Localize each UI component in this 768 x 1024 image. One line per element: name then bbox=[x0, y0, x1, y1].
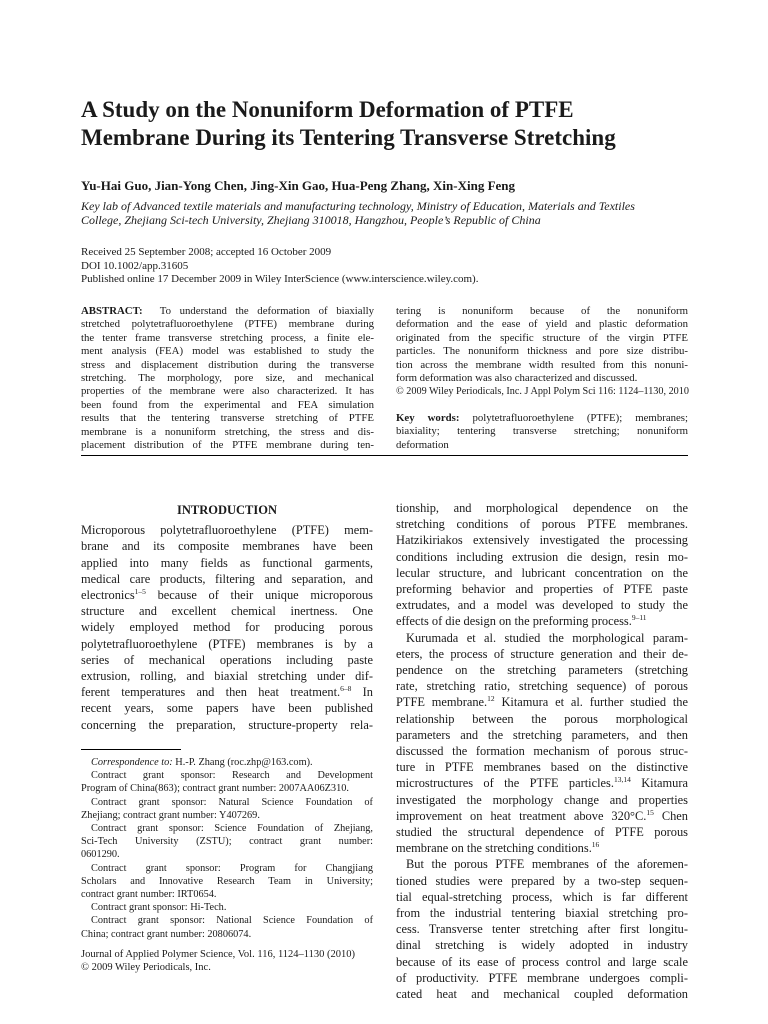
citation-ref: 9–11 bbox=[631, 613, 647, 623]
footnote-line: Contract grant sponsor: Research and Development bbox=[91, 770, 373, 782]
body-line: electronics$^{1-5}$ because of their unique microporous bbox=[81, 587, 373, 603]
footnote-line: 0601290. bbox=[81, 849, 120, 861]
footnote-line: Zhejiang; contract grant number: Y407269. bbox=[81, 809, 260, 821]
abstract-line: membrane is a nonuniform stretching, the stress and dis- bbox=[81, 425, 374, 438]
body-line: lecular structure, and lubricant concentration on the bbox=[396, 565, 688, 580]
section-divider bbox=[81, 455, 688, 456]
body-line: preforming behavior and properties of PTFE paste bbox=[396, 582, 688, 597]
body-line: membrane on the stretching conditions.$^{16}$ bbox=[396, 840, 600, 856]
body-line: tial equal-stretching process, which is far different bbox=[396, 889, 688, 904]
footnote-line: Program of China(863); contract grant number: 2007AA06Z310. bbox=[81, 783, 349, 795]
abstract-line: form deformation was also characterized and discussed. bbox=[396, 372, 638, 385]
paper-title bbox=[81, 96, 701, 152]
citation-ref: 12 bbox=[487, 694, 495, 704]
body-line: effects of die design on the preforming process.$^{9-11}$ bbox=[396, 613, 647, 629]
abstract-line: the tenter frame transverse stretching process, a finite ele- bbox=[81, 331, 374, 344]
abstract-left-column bbox=[81, 305, 374, 452]
body-line: widely employed method for producing porous bbox=[81, 620, 373, 635]
correspondence-note: Correspondence to: H.-P. Zhang (roc.zhp@163.com). bbox=[91, 757, 313, 768]
abstract-right-column bbox=[396, 305, 688, 452]
abstract-line: ment analysis (FEA) model was established to study the bbox=[81, 345, 374, 358]
body-line: stretching conditions of porous PTFE membranes. bbox=[396, 517, 688, 532]
body-line: investigated the morphology change and properties bbox=[396, 792, 688, 807]
body-line: Kurumada et al. studied the morphological param- bbox=[406, 630, 688, 645]
body-line: rate, stretching ratio, stretching sequence) of porous bbox=[396, 679, 688, 694]
body-line: Microporous polytetrafluoroethylene (PTFE) mem- bbox=[81, 523, 373, 538]
body-line: Hatzikiriakos extensively investigated the processing bbox=[396, 533, 688, 548]
abstract-line: ABSTRACT: To understand the deformation of biaxially bbox=[81, 305, 375, 317]
body-line: tioned studies were prepared by a two-step sequen- bbox=[396, 873, 688, 888]
affiliation-line-1: Key lab of Advanced textile materials and manufacturing technology, Ministry of Education, Materials and Textiles bbox=[81, 199, 635, 213]
journal-citation bbox=[81, 948, 381, 974]
citation-ref: 13,14 bbox=[613, 775, 631, 785]
journal-copyright: © 2009 Wiley Periodicals, Inc. bbox=[81, 962, 211, 973]
body-line: medical care products, filtering and separation, and bbox=[81, 571, 373, 586]
abstract-line: properties of the membrane were also characterized. It has bbox=[81, 385, 374, 398]
affiliation-line-2: College, Zhejiang Sci-tech University, Zhejiang 310018, Hangzhou, People’s Republic of China bbox=[81, 213, 541, 227]
citation-ref: 6–8 bbox=[340, 684, 352, 694]
citation-ref: 15 bbox=[646, 807, 654, 817]
abstract-line: originated from the specific structure of the virgin PTFE bbox=[396, 331, 688, 344]
keywords-label: Key words: bbox=[396, 411, 460, 424]
body-line: series of mechanical operations including paste bbox=[81, 652, 373, 667]
body-line: extrusion, rolling, and biaxial stretching under dif- bbox=[81, 669, 373, 684]
footnote-line: Sci-Tech University (ZSTU); contract grant number: bbox=[81, 836, 373, 848]
keywords-line: deformation bbox=[396, 438, 449, 451]
abstract-line: placement distribution of the PTFE membrane during ten- bbox=[81, 439, 374, 452]
correspondence-label: Correspondence to: bbox=[91, 757, 173, 768]
abstract-line: tion across the membrane width resulted from this nonuni- bbox=[396, 358, 688, 371]
footnote-line: Contract grant sponsor: Natural Science Foundation of bbox=[91, 796, 373, 808]
title-line-1: A Study on the Nonuniform Deformation of PTFE bbox=[81, 97, 574, 122]
citation-ref: 16 bbox=[591, 840, 600, 850]
body-line: from the industrial tentering biaxial stretching pro- bbox=[396, 906, 688, 921]
footnote-line: China; contract grant number: 20806074. bbox=[81, 928, 252, 940]
abstract-line: particles. The nonuniform thickness and pore size distribu- bbox=[396, 345, 688, 358]
body-line: concerning the preparation, structure-property rela- bbox=[81, 717, 373, 732]
abstract-line: been found from the experimental and FEA simulation bbox=[81, 398, 374, 411]
body-line: pendence on the stretching parameters (stretching bbox=[396, 663, 688, 678]
abstract-label: ABSTRACT: bbox=[81, 305, 143, 317]
body-line: discussed the formation mechanism of porous struc- bbox=[396, 744, 688, 759]
body-line: conditions including extrusion die design, resin mo- bbox=[396, 549, 688, 564]
keywords-line: Key words: polytetrafluoroethylene (PTFE); membranes; bbox=[396, 411, 689, 424]
body-line: dinal stretching is widely adopted in industry bbox=[396, 938, 688, 953]
citation-ref: 1–5 bbox=[134, 587, 146, 597]
footnote-divider bbox=[81, 749, 181, 750]
body-line: tionship, and morphological dependence on the bbox=[396, 501, 688, 515]
body-line: of productivity. PTFE membrane undergoes compli- bbox=[396, 970, 688, 985]
footnote-line: Contract grant sponsor: Hi-Tech. bbox=[91, 902, 227, 914]
body-line: parameters and the stretching parameters, and then bbox=[396, 727, 688, 742]
footnote-line: Contract grant sponsor: Program for Changjiang bbox=[91, 862, 373, 874]
body-line: cated heat and mechanical coupled deformation bbox=[396, 987, 688, 1002]
body-line: cess. Transverse tenter stretching after first longitu- bbox=[396, 922, 688, 937]
footnote-line: contract grant number: IRT0654. bbox=[81, 889, 217, 901]
body-line: brane and its composite membranes have been bbox=[81, 539, 373, 554]
body-line: because of its ease of process control and large scale bbox=[396, 954, 688, 969]
body-right-column bbox=[396, 500, 688, 1002]
body-line: relationship between the porous morphological bbox=[396, 711, 688, 726]
publication-dates bbox=[81, 246, 701, 287]
abstract-line: deformation and the ease of yield and plastic deformation bbox=[396, 318, 688, 331]
affiliation bbox=[81, 199, 701, 227]
received-date: Received 25 September 2008; accepted 16 October 2009 bbox=[81, 246, 332, 258]
body-line: polytetrafluoroethylene (PTFE) membranes is by a bbox=[81, 636, 373, 651]
body-line: studied the structural dependence of PTFE porous bbox=[396, 825, 688, 840]
footnote-line: Scholars and Innovative Research Team in University; bbox=[81, 875, 373, 887]
copyright-citation: © 2009 Wiley Periodicals, Inc. J Appl Polym Sci 116: 1124–1130, 2010 bbox=[396, 386, 689, 398]
body-line: PTFE membrane.$^{12}$ Kitamura et al. further studied the bbox=[396, 694, 688, 710]
abstract-line: stress and displacement distribution during the transverse bbox=[81, 358, 374, 371]
abstract-line: results that the tentering transverse stretching of PTFE bbox=[81, 412, 374, 425]
author-list: Yu-Hai Guo, Jian-Yong Chen, Jing-Xin Gao, Hua-Peng Zhang, Xin-Xing Feng bbox=[81, 178, 516, 193]
body-line: applied into many fields as functional garments, bbox=[81, 555, 373, 570]
abstract-line: stretched polytetrafluoroethylene (PTFE) membrane during bbox=[81, 318, 374, 331]
footnote-line: Contract grant sponsor: National Science Foundation of bbox=[91, 915, 373, 927]
body-line: improvement on heat treatment above 320°C.$^{15}$ Chen bbox=[396, 807, 688, 823]
body-line: extrudates, and a model was developed to study the bbox=[396, 598, 688, 613]
section-heading-introduction: INTRODUCTION bbox=[176, 503, 277, 517]
keywords-line: biaxiality; tentering transverse stretching; nonuniform bbox=[396, 425, 688, 438]
body-left-column bbox=[81, 502, 373, 733]
body-line: But the porous PTFE membranes of the aforemen- bbox=[406, 857, 688, 872]
doi: DOI 10.1002/app.31605 bbox=[81, 259, 189, 272]
journal-line: Journal of Applied Polymer Science, Vol. 116, 1124–1130 (2010) bbox=[81, 949, 356, 960]
body-line: eters, the process of structure generation and their de- bbox=[396, 646, 688, 661]
published-date: Published online 17 December 2009 in Wiley InterScience (www.interscience.wiley.com). bbox=[81, 273, 479, 285]
abstract-line: stretching. The morphology, pore size, and mechanical bbox=[81, 372, 374, 385]
title-line-2: Membrane During its Tentering Transverse Stretching bbox=[81, 125, 616, 150]
body-line: microstructures of the PTFE particles.$^{13,14}$ Kitamura bbox=[396, 775, 688, 791]
body-line: structure and excellent chemical inertness. One bbox=[81, 604, 373, 619]
footnotes bbox=[81, 756, 373, 941]
spacer bbox=[396, 399, 688, 412]
body-line: recent years, some papers have been published bbox=[81, 701, 373, 716]
abstract-line: tering is nonuniform because of the nonuniform bbox=[396, 305, 688, 317]
footnote-line: Contract grant sponsor: Science Foundation of Zhejiang, bbox=[91, 823, 373, 835]
body-line: ferent temperatures and then heat treatment.$^{6-8}$ In bbox=[81, 684, 373, 700]
body-line: ture in PTFE membranes based on the distinctive bbox=[396, 760, 688, 775]
